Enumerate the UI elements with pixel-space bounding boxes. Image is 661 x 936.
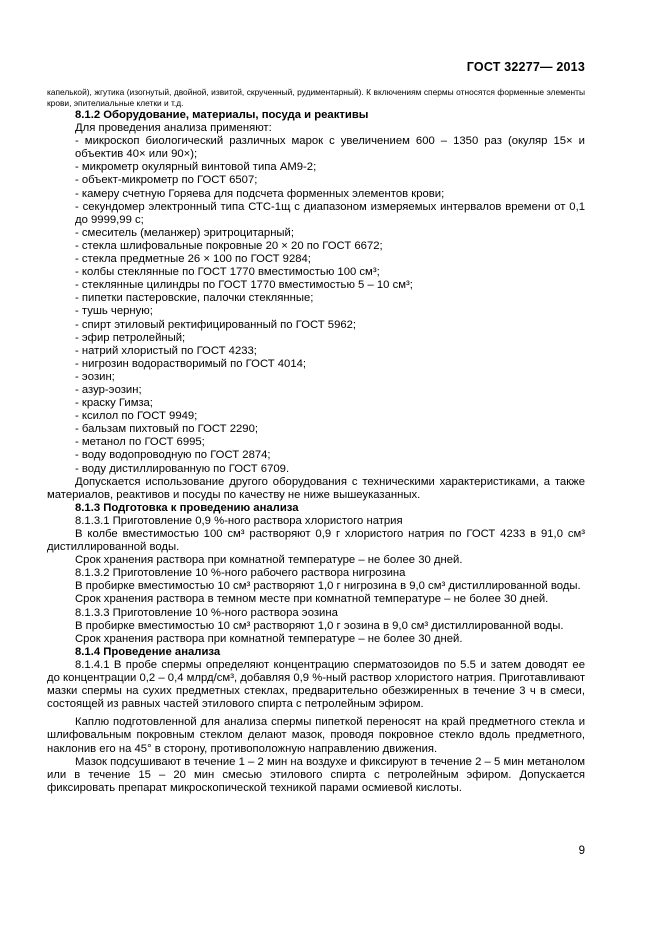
equipment-list-item: - микрометр окулярный винтовой типа АМ9-2; (75, 161, 317, 174)
page-number: 9 (578, 845, 585, 857)
equipment-list-item: - нигрозин водорастворимый по ГОСТ 4014; (75, 357, 307, 370)
paragraph-nacl-storage: Срок хранения раствора при комнатной температуре – не более 30 дней. (75, 554, 463, 567)
equipment-list-item: - колбы стеклянные по ГОСТ 1770 вместимостью 100 см³; (75, 266, 380, 279)
equipment-list-item: - секундомер электронный типа СТС-1щ с диапазоном измеряемых интервалов времени от 0,1 до 9999,99 с; (75, 200, 585, 226)
equipment-list-item: - эозин; (75, 370, 115, 383)
equipment-list-item: - стекла шлифовальные покровные 20 × 20 по ГОСТ 6672; (75, 239, 383, 252)
equipment-list-item: - натрий хлористый по ГОСТ 4233; (75, 344, 257, 357)
equipment-list-item: - краску Гимза; (75, 397, 153, 410)
equipment-list-item: - бальзам пихтовый по ГОСТ 2290; (75, 423, 258, 436)
document-standard-header: ГОСТ 32277— 2013 (466, 60, 585, 74)
equipment-list-item: - пипетки пастеровские, палочки стеклянные; (75, 292, 314, 305)
equipment-list-item: - тушь черную; (75, 305, 153, 318)
equipment-list-item: - стекла предметные 26 × 100 по ГОСТ 9284; (75, 253, 311, 266)
subsection-8-1-3-2: 8.1.3.2 Приготовление 10 %-ного рабочего раствора нигрозина (75, 567, 406, 580)
equipment-list-item: - метанол по ГОСТ 6995; (75, 436, 205, 449)
equipment-list-item: - воду водопроводную по ГОСТ 2874; (75, 449, 271, 462)
document-body (47, 87, 585, 795)
paragraph-8-1-4-1: 8.1.4.1 В пробе спермы определяют концентрацию сперматозоидов по 5.5 и затем доводят ее до концентрации 0,2 – 0,4 млрд/см³, добавляя 0,9 %-ный раствор хлористого натрия. Приготавливают мазки спермы на сухих предметных стеклах, предварительно обезжиренных в течение 3 ч в смеси, состоящей из равных частей этилового спирта с петролейным эфиром. (47, 658, 585, 711)
subsection-8-1-3-1: 8.1.3.1 Приготовление 0,9 %-ного раствора хлористого натрия (75, 514, 403, 527)
equipment-list-item: - спирт этиловый ректифицированный по ГОСТ 5962; (75, 318, 357, 331)
equipment-list-item: - эфир петролейный; (75, 331, 186, 344)
equipment-list-item: - ксилол по ГОСТ 9949; (75, 410, 198, 423)
equipment-list-item: - стеклянные цилиндры по ГОСТ 1770 вместимостью 5 – 10 см³; (75, 279, 413, 292)
paragraph-nigrosin-preparation: В пробирке вместимостью 10 см³ растворяют 1,0 г нигрозина в 9,0 см³ дистиллированной воды. (75, 580, 581, 593)
equipment-list-item: - камеру счетную Горяева для подсчета форменных элементов крови; (75, 187, 445, 200)
equipment-list (47, 135, 585, 475)
equipment-list-item: - микроскоп биологический различных марок с увеличением 600 – 1350 раз (окуляр 15× и объектив 40× или 90×); (75, 135, 585, 161)
paragraph-eosin-preparation: В пробирке вместимостью 10 см³ растворяют 1,0 г эозина в 9,0 см³ дистиллированной воды. (75, 619, 564, 632)
paragraph-nigrosin-storage: Срок хранения раствора в темном месте при комнатной температуре – не более 30 дней. (75, 593, 549, 606)
paragraph-eosin-storage: Срок хранения раствора при комнатной температуре – не более 30 дней. (75, 632, 463, 645)
equipment-list-item: - объект-микрометр по ГОСТ 6507; (75, 174, 258, 187)
paragraph-nacl-preparation: В колбе вместимостью 100 см³ растворяют 0,9 г хлористого натрия по ГОСТ 4233 в 91,0 см³ дистиллированной воды. (47, 528, 585, 554)
section-heading-8-1-2: 8.1.2 Оборудование, материалы, посуда и реактивы (75, 109, 369, 121)
section-heading-8-1-4: 8.1.4 Проведение анализа (75, 645, 221, 658)
subsection-8-1-3-3: 8.1.3.3 Приготовление 10 %-ного раствора эозина (75, 606, 338, 619)
section-heading-8-1-3: 8.1.3 Подготовка к проведению анализа (75, 501, 299, 514)
equipment-lead: Для проведения анализа применяют: (75, 122, 272, 135)
paragraph-smear-preparation: Каплю подготовленной для анализа спермы пипеткой переносят на край предметного стекла и шлифовальным покровным стеклом делают мазок, проводя покровное стекло вдоль предметного, наклонив его на 45° в сторону, противоположную направлению движения. (47, 716, 585, 755)
equipment-list-item: - азур-эозин; (75, 383, 142, 396)
equipment-note: Допускается использование другого оборудования с техническими характеристиками, а также материалов, реактивов и посуды по качеству не ниже вышеуказанных. (47, 475, 585, 501)
paragraph-smear-fixation: Мазок подсушивают в течение 1 – 2 мин на воздухе и фиксируют в течение 2 – 5 мин метанолом или в течение 15 – 20 мин смесью этилового спирта с петролейным эфиром. Допускается фиксировать препарат микроскопической техникой парами осмиевой кислоты. (47, 755, 585, 794)
equipment-list-item: - воду дистиллированную по ГОСТ 6709. (75, 462, 290, 475)
equipment-list-item: - смеситель (меланжер) эритроцитарный; (75, 226, 294, 239)
intro-paragraph: капелькой), жгутика (изогнутый, двойной, извитой, скрученный, рудиментарный). К включениям спермы относятся форменные элементы крови, эпителиальные клетки и т.д. (47, 87, 585, 108)
